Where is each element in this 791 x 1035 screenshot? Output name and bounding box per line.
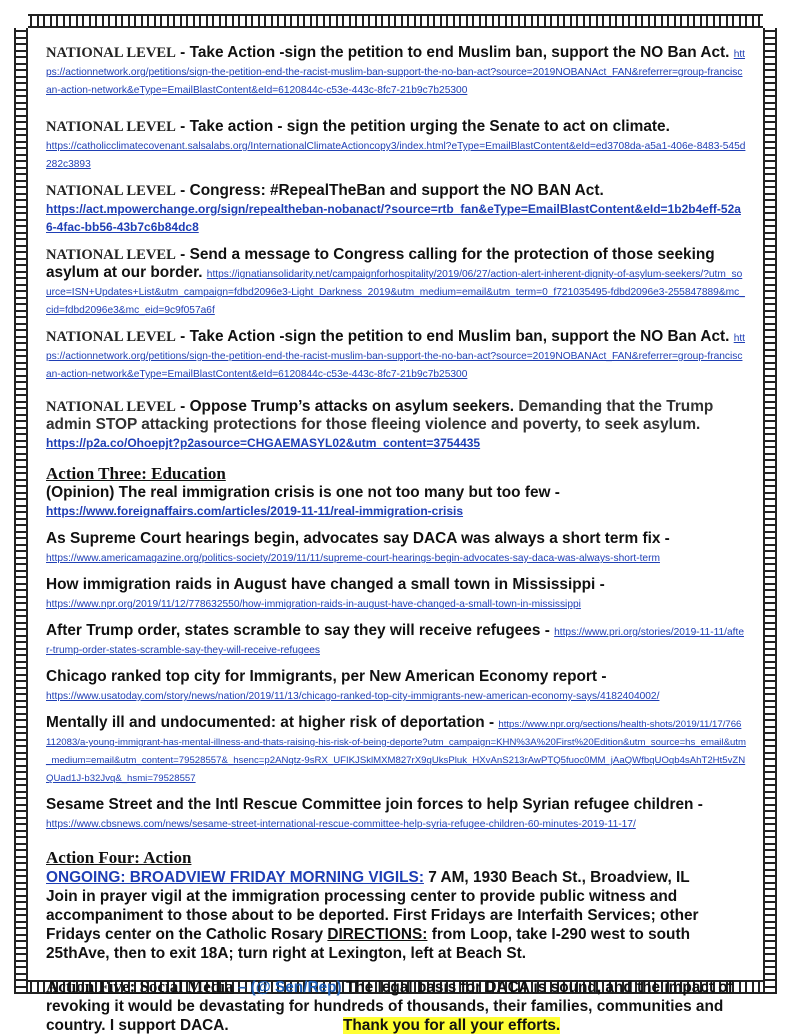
level-label: NATIONAL LEVEL <box>46 119 176 135</box>
education-item-1 <box>46 484 746 520</box>
item-extra: Demanding that the Trump admin STOP attacking protections for those fleeing violence and poverty, to seek asylum. <box>46 398 714 433</box>
directions-text: from Loop, take I-290 west to south 25thAve, then to exit 18A; turn right at Lexington, left at Beach St. <box>46 926 690 962</box>
daca-message: The legal basis for DACA is sound, and the impact of revoking it would be devastating for hundreds of thousands, their families, communities and country. I support DACA. <box>46 979 733 1034</box>
national-item-5: NATIONAL LEVEL - Take Action -sign the petition to end Muslim ban, support the NO Ban Act. https://actionnetwork.org/petitions/sign-the-petition-end-the-racist-muslim-ban-support-the-no-ban-act?source=2019NOBANAct_FAN&referrer=group-franciscan-action-network&eType=EmailBlastContent&eId=6120844c-c53e-443c-8fc7-21b9c7b25300 <box>46 328 746 380</box>
item-text: Take Action -sign the petition to end Muslim ban, support the NO Ban Act. <box>189 44 730 61</box>
vigil-body: Join in prayer vigil at the immigration processing center to provide public witness and accompaniment to those about to be deported. First Fridays are Interfaith Services; other Fridays center on the Catholic Rosary <box>46 888 699 943</box>
climate-link[interactable]: https://catholicclimatecovenant.salsalabs.org/InternationalClimateActioncopy3/index.html?eType=EmailBlastContent&eId=ed3708da-a5a1-406e-8483-545d282c3893 <box>46 141 746 170</box>
education-item-7 <box>46 796 746 832</box>
article-link[interactable]: https://www.cbsnews.com/news/sesame-street-international-rescue-committee-help-syria-refugee-children-60-minutes-2019-11-17/ <box>46 819 636 830</box>
item-text: How immigration raids in August have changed a small town in Mississippi - <box>46 576 605 593</box>
level-label: NATIONAL LEVEL <box>46 329 176 345</box>
level-label: NATIONAL LEVEL <box>46 247 176 263</box>
petition-link-repeat[interactable]: https://actionnetwork.org/petitions/sign-the-petition-end-the-racist-muslim-ban-support-the-no-ban-act?source=2019NOBANAct_FAN&referrer=group-franciscan-action-network&eType=EmailBlastContent&eId=6120844c-c53e-443c-8fc7-21b9c7b25300 <box>46 333 746 380</box>
article-link[interactable]: https://www.usatoday.com/story/news/nation/2019/11/13/chicago-ranked-top-city-immigrants-new-american-economy-says/4182404002/ <box>46 691 660 702</box>
document-body <box>46 44 746 1035</box>
petition-link[interactable]: https://actionnetwork.org/petitions/sign-the-petition-end-the-racist-muslim-ban-support-the-no-ban-act?source=2019NOBANAct_FAN&referrer=group-franciscan-action-network&eType=EmailBlastContent&eId=6120844c-c53e-443c-8fc7-21b9c7b25300 <box>46 49 746 96</box>
level-label: NATIONAL LEVEL <box>46 183 176 199</box>
vigil-heading-link[interactable]: ONGOING: BROADVIEW FRIDAY MORNING VIGILS: <box>46 869 424 886</box>
national-item-6: NATIONAL LEVEL - Oppose Trump’s attacks on asylum seekers. Demanding that the Trump admin STOP attacking protections for those fleeing violence and poverty, to seek asylum. https://p2a.co/Ohoepjt?p2asource=CHGAEMASYL02&utm_content=3754435 <box>46 398 714 450</box>
national-item-2: NATIONAL LEVEL - Take action - sign the petition urging the Senate to act on climate. https://catholicclimatecovenant.salsalabs.org/InternationalClimateActioncopy3/index.html?eType=EmailBlastContent&eId=ed3708da-a5a1-406e-8483-545d282c3893 <box>46 118 746 170</box>
asylum-message-link[interactable]: https://ignatiansolidarity.net/campaignforhospitality/2019/06/27/action-alert-inherent-dignity-of-asylum-seekers/?utm_source=ISN+Updates+List&utm_campaign=fdbd2096e3-Light_Darkness_2019&utm_medium=email&utm_term=0_f721035495-fdbd2096e3-255847889&mc_cid=fdbd2096e3&mc_eid=9c9f057a6f <box>46 269 745 316</box>
level-label: NATIONAL LEVEL <box>46 399 176 415</box>
item-text: As Supreme Court hearings begin, advocates say DACA was always a short term fix - <box>46 530 670 547</box>
article-link[interactable]: https://www.npr.org/sections/health-shots/2019/11/17/766112083/a-young-immigrant-has-mental-illness-and-thats-raising-his-risk-of-being-deporte?utm_campaign=KHN%3A%20First%20Edition&utm_source=hs_email&utm_medium=email&utm_content=79528557&_hsenc=p2ANqtz-9sRX_UFIKJSklMXM827rX9qUksPluk_HXvAnS213rAwPTQ5fuoc0MM_jAaQWfbqUOqb4sAhT2Ht5vZNQUad1J-b32Jvq&_hsmi=79528557 <box>46 719 746 784</box>
article-link[interactable]: https://www.americamagazine.org/politics-society/2019/11/11/supreme-court-hearings-begin-advocates-say-daca-was-always-short-term <box>46 553 660 564</box>
directions-label: DIRECTIONS: <box>327 926 428 943</box>
item-text: (Opinion) The real immigration crisis is one not too many but too few - <box>46 484 560 501</box>
article-link[interactable]: https://www.foreignaffairs.com/articles/2019-11-11/real-immigration-crisis <box>46 504 464 518</box>
p2a-link[interactable]: https://p2a.co/Ohoepjt?p2asource=CHGAEMASYL02&utm_content=3754435 <box>46 436 481 450</box>
education-item-2 <box>46 530 746 566</box>
level-label: NATIONAL LEVEL <box>46 45 176 61</box>
education-item-4 <box>46 622 746 658</box>
item-text: Oppose Trump’s attacks on asylum seekers. <box>189 398 515 415</box>
item-text: Mentally ill and undocumented: at higher risk of deportation - <box>46 714 495 731</box>
item-text: After Trump order, states scramble to say they will receive refugees - <box>46 622 550 639</box>
item-text: Send a message to Congress calling for the protection of those seeking asylum at our border. <box>46 246 715 281</box>
education-item-6 <box>46 714 746 786</box>
item-text: Take Action -sign the petition to end Muslim ban, support the NO Ban Act. <box>189 328 730 345</box>
vigil-paragraph <box>46 868 746 963</box>
item-text: Sesame Street and the Intl Rescue Committee join forces to help Syrian refugee children - <box>46 796 703 813</box>
national-item-3: NATIONAL LEVEL - Congress: #RepealTheBan and support the NO BAN Act. https://act.mpowerchange.org/sign/repealtheban-nobanact/?source=rtb_fan&eType=EmailBlastContent&eId=1b2b4eff-52a6-4fac-bb56-43b7c6b84dc8 <box>46 182 741 234</box>
item-text: Congress: #RepealTheBan and support the NO BAN Act. <box>189 182 604 199</box>
vigil-time-place: 7 AM, 1930 Beach St., Broadview, IL <box>423 869 690 886</box>
item-text: Chicago ranked top city for Immigrants, per New American Economy report - <box>46 668 607 685</box>
item-text: Take action - sign the petition urging the Senate to act on climate. <box>189 118 670 135</box>
education-item-3 <box>46 576 746 612</box>
page-border-right <box>763 28 777 994</box>
social-media-paragraph <box>46 977 746 1035</box>
action-section-title: Action Four: Action <box>46 848 192 867</box>
article-link[interactable]: https://www.pri.org/stories/2019-11-11/after-trump-order-states-scramble-say-they-will-receive-refugees <box>46 627 744 656</box>
education-section-title: Action Three: Education <box>46 464 226 483</box>
page-border-left <box>14 28 28 994</box>
national-item-1: NATIONAL LEVEL - Take Action -sign the petition to end Muslim ban, support the NO Ban Act. https://actionnetwork.org/petitions/sign-the-petition-end-the-racist-muslim-ban-support-the-no-ban-act?source=2019NOBANAct_FAN&referrer=group-franciscan-action-network&eType=EmailBlastContent&eId=6120844c-c53e-443c-8fc7-21b9c7b25300 <box>46 44 746 96</box>
thank-you-note: Thank you for all your efforts. <box>342 1017 561 1034</box>
senator-tag: – (@ Sen/Rep) <box>233 979 342 996</box>
social-media-section-title: Action Five: Social Media <box>46 977 234 996</box>
education-item-5 <box>46 668 746 704</box>
national-item-4: NATIONAL LEVEL - Send a message to Congress calling for the protection of those seeking asylum at our border. https://ignatiansolidarity.net/campaignforhospitality/2019/06/27/action-alert-inherent-dignity-of-asylum-seekers/?utm_source=ISN+Updates+List&utm_campaign=fdbd2096e3-Light_Darkness_2019&utm_medium=email&utm_term=0_f721035495-fdbd2096e3-255847889&mc_cid=fdbd2096e3&mc_eid=9c9f057a6f <box>46 246 745 316</box>
repeal-ban-link[interactable]: https://act.mpowerchange.org/sign/repealtheban-nobanact/?source=rtb_fan&eType=EmailBlastContent&eId=1b2b4eff-52a6-4fac-bb56-43b7c6b84dc8 <box>46 202 741 234</box>
page-border-top <box>28 14 763 28</box>
article-link[interactable]: https://www.npr.org/2019/11/12/778632550/how-immigration-raids-in-august-have-changed-a-small-town-in-mississippi <box>46 599 581 610</box>
